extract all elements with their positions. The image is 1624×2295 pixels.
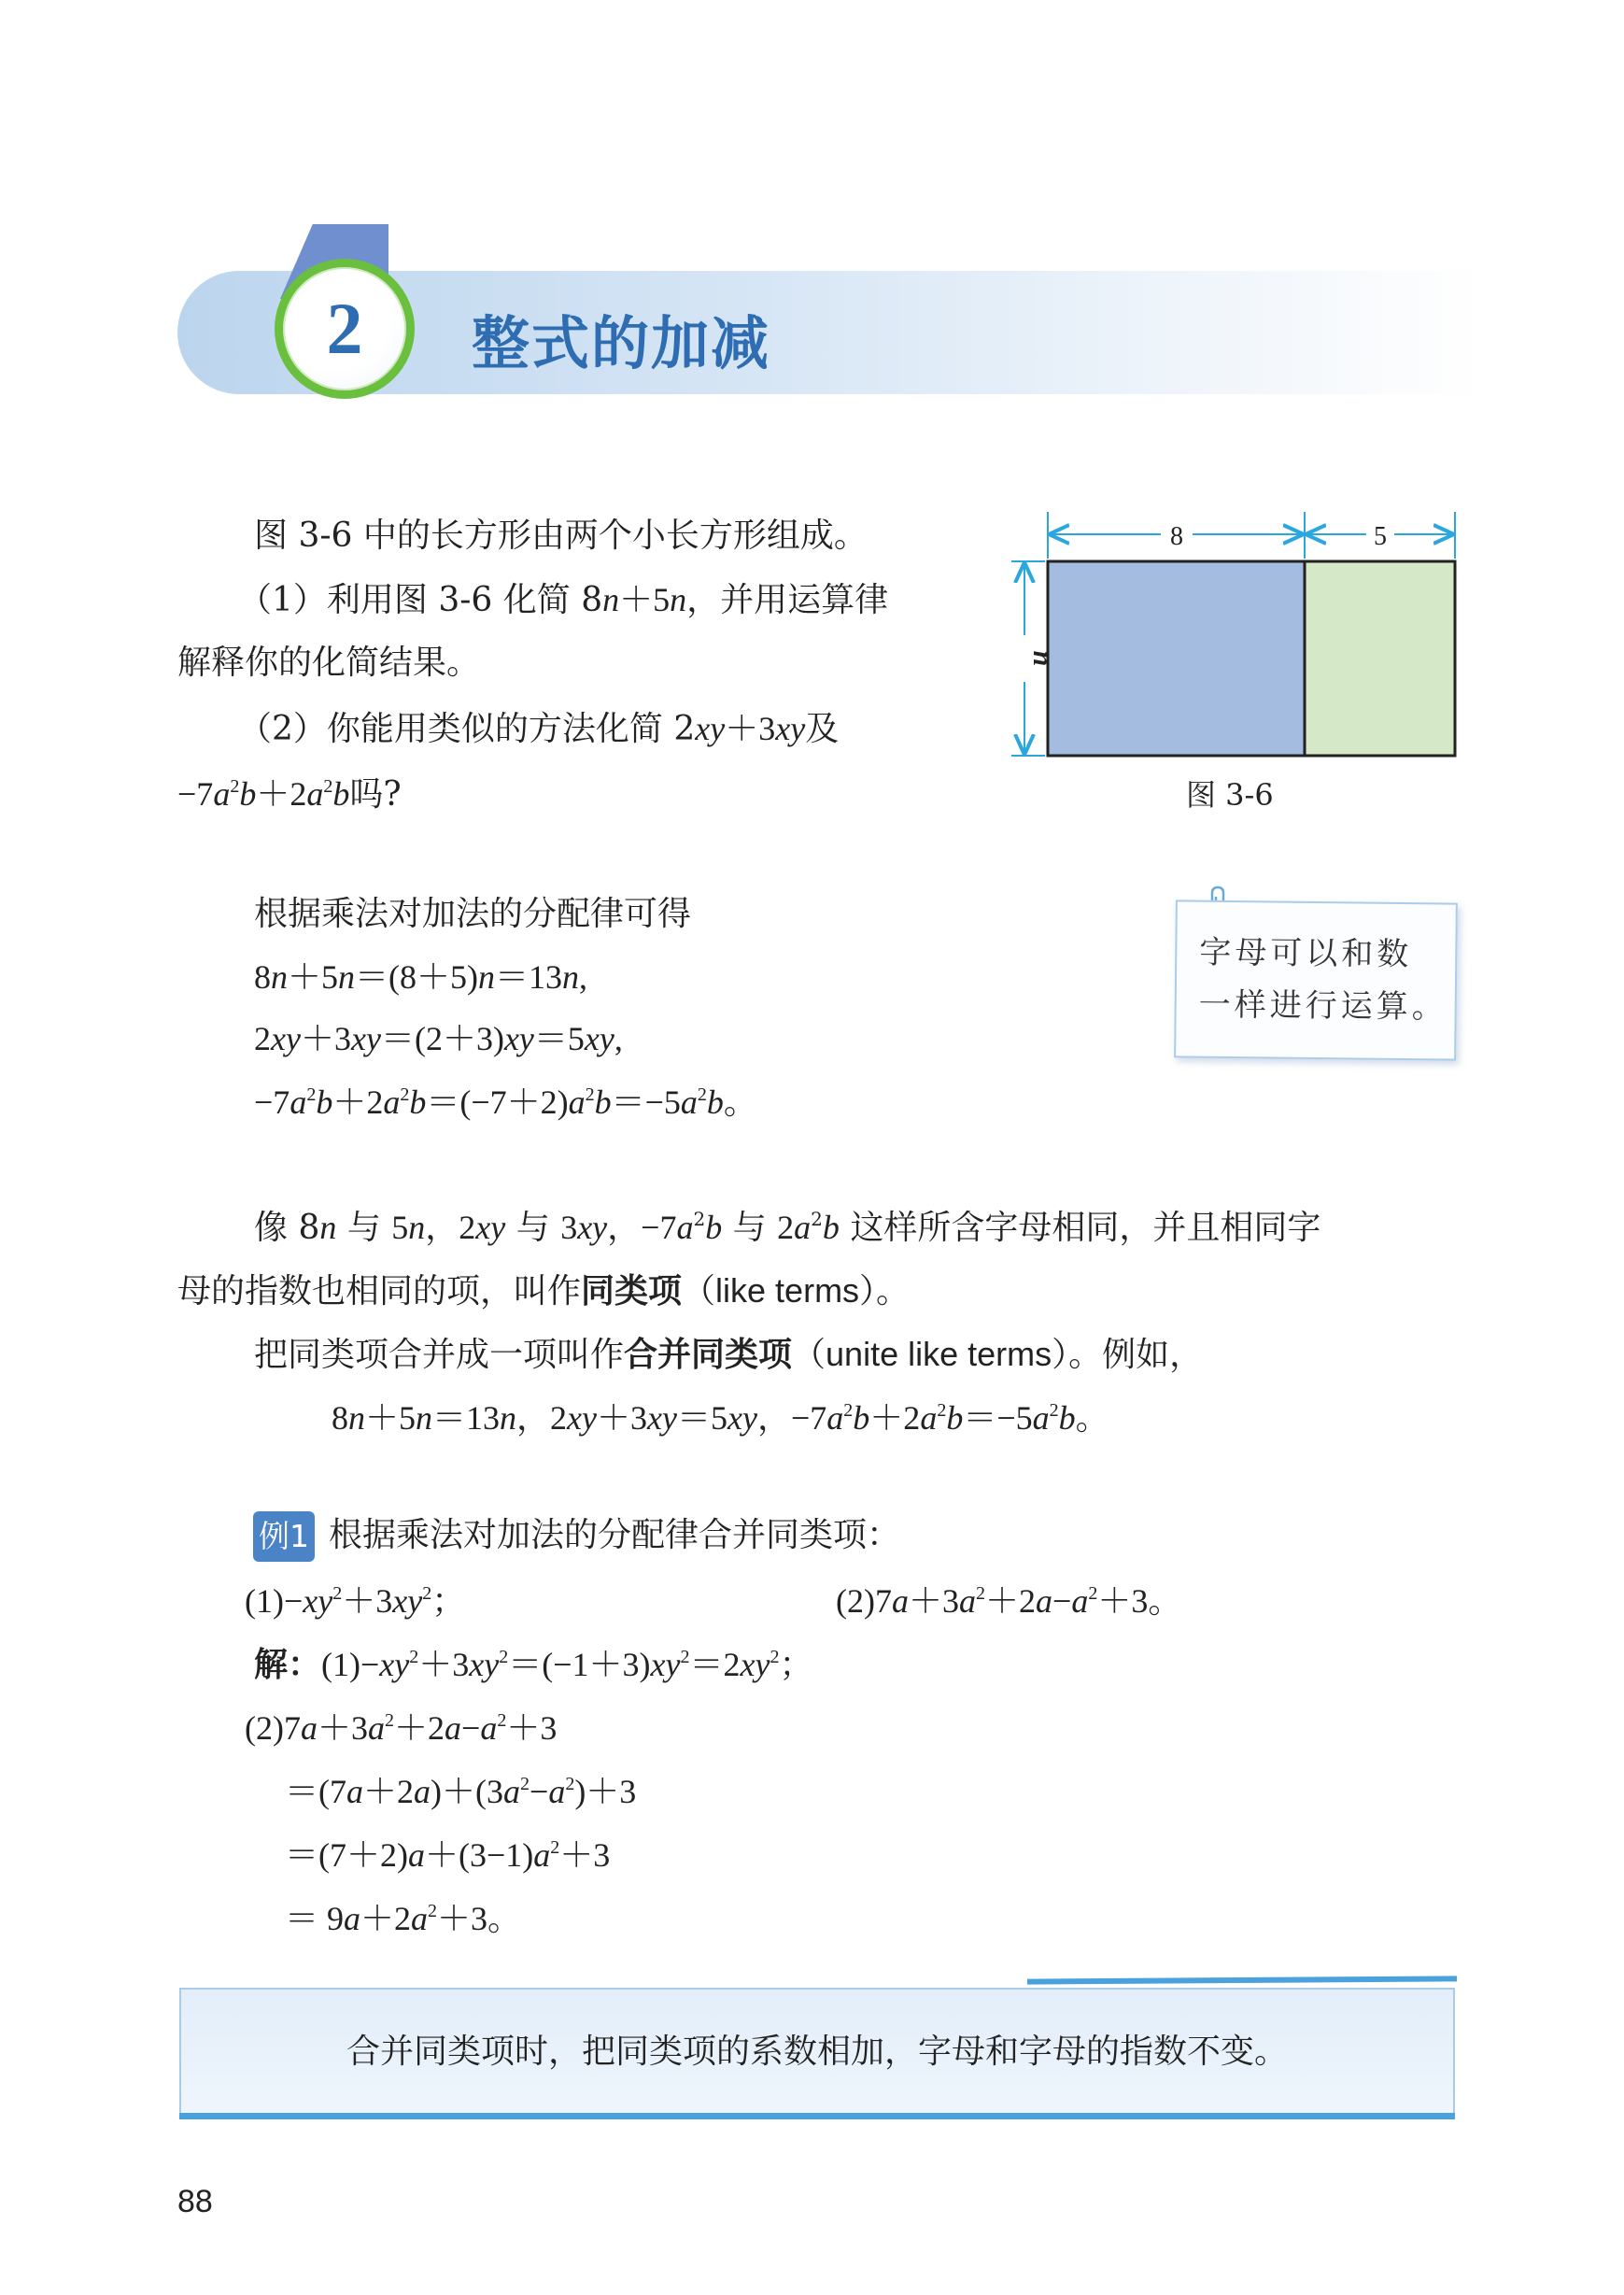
question-1: （1）利用图 3-6 化简 8n＋5n，并用运算律 <box>238 581 889 619</box>
question-2-line-2: $-7a^2b+2a^2b$吗? <box>177 775 402 814</box>
note-line-1: 字母可以和数 <box>1199 933 1413 974</box>
section-number-badge <box>275 259 415 399</box>
example-badge: 例1 <box>253 1511 315 1562</box>
rule-box-top-accent <box>1027 1976 1457 1984</box>
figure-3-6 <box>1004 504 1471 775</box>
solution-part-2-line-4: ＝ $9a+2a^2+3$。 <box>285 1900 522 1937</box>
example-part-1: $(1)-xy^2+3xy^2$； <box>245 1582 466 1620</box>
width-label-5: 5 <box>1374 522 1387 551</box>
rect-left <box>1048 561 1305 756</box>
width-label-8: 8 <box>1170 522 1183 551</box>
solution-part-1: 解：$(1)-xy^2+3xy^2=(-1+3)xy^2=2xy^2$； <box>254 1646 813 1684</box>
term-like-terms: 同类项 <box>581 1272 683 1310</box>
derivation-lead: 根据乘法对加法的分配律可得 <box>254 895 692 933</box>
section-title: 整式的加减 <box>472 309 771 377</box>
example-part-2: $(2)7a+3a^2+2a-a^2+3$。 <box>836 1582 1182 1620</box>
definition-line-3: 把同类项合并成一项叫作合并同类项（unite like terms）。例如， <box>254 1335 1204 1374</box>
figure-caption: 图 3-6 <box>1186 777 1274 813</box>
section-number: 2 <box>326 288 363 369</box>
example-prompt: 根据乘法对加法的分配律合并同类项： <box>329 1516 901 1554</box>
solution-part-2-line-3: $=(7+2)a+(3-1)a^2+3$ <box>285 1836 611 1874</box>
intro-line-1: 图 3-6 中的长方形由两个小长方形组成。 <box>254 517 868 555</box>
rect-right <box>1305 561 1455 756</box>
page-number: 88 <box>177 2184 213 2219</box>
derivation-eq-3: $-7a^2b+2a^2b=(-7+2)a^2b=-5a^2b$。 <box>254 1084 757 1121</box>
height-label-n: n <box>1027 650 1058 667</box>
definition-line-2: 母的指数也相同的项，叫作同类项（like terms）。 <box>177 1271 911 1310</box>
margin-note <box>1174 900 1458 1060</box>
question-1-line-2: 解释你的化简结果。 <box>177 644 481 682</box>
definition-examples: 8n＋5n＝13n，2xy＋3xy＝5xy，$-7a^2b+2a^2b=-5a^2b$。 <box>332 1399 1109 1437</box>
derivation-eq-1: 8n＋5n＝(8＋5)n＝13n, <box>254 958 588 996</box>
solution-part-2-line-1: $(2)7a+3a^2+2a-a^2+3$ <box>245 1709 558 1747</box>
definition-line-1: 像 8n 与 5n，2xy 与 3xy，$-7a^2b$ 与 $2a^2b$ 这样所含字母相同，并且相同字 <box>254 1208 1321 1247</box>
term-combine-like-terms: 合并同类项 <box>624 1336 793 1374</box>
question-2: （2）你能用类似的方法化简 2xy＋3xy及 <box>238 710 840 748</box>
rule-box <box>179 1988 1455 2115</box>
rule-text: 合并同类项时，把同类项的系数相加，字母和字母的指数不变。 <box>346 2033 1288 2071</box>
derivation-eq-2: 2xy＋3xy＝(2＋3)xy＝5xy, <box>254 1020 623 1057</box>
rule-box-bottom-accent <box>179 2113 1455 2119</box>
solution-label: 解： <box>254 1646 322 1684</box>
note-line-2: 一样进行运算。 <box>1198 985 1447 1027</box>
solution-part-2-line-2: $=(7a+2a)+(3a^2-a^2)+3$ <box>285 1773 637 1810</box>
